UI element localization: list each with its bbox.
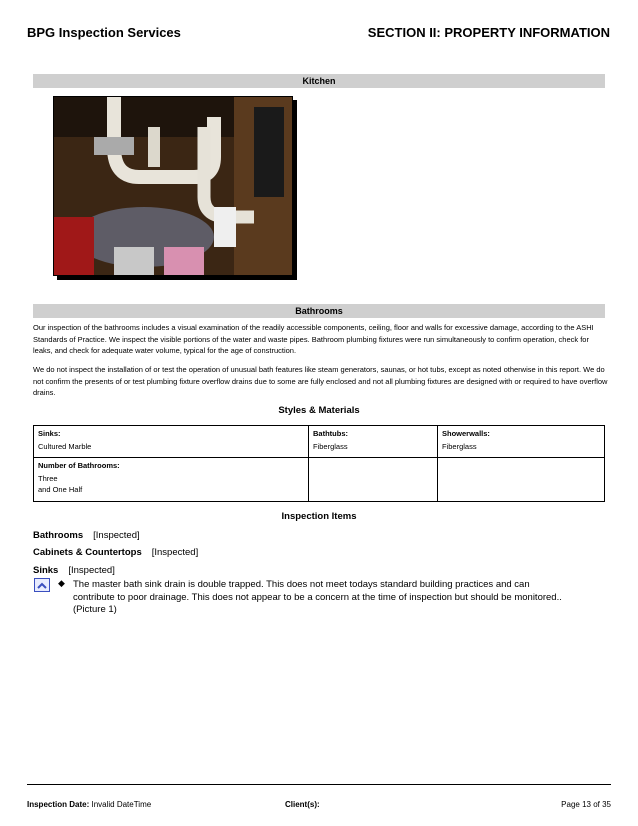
showerwalls-value: Fiberglass	[442, 442, 477, 451]
inspection-item-cabinets	[33, 547, 198, 558]
item-status: [Inspected]	[68, 565, 115, 576]
footer-divider	[27, 784, 611, 785]
inspection-item-bathrooms	[33, 530, 140, 541]
sinks-comment: The master bath sink drain is double trapped. This does not meet todays standard building practices and can contribute to poor drainage. This does not appear to be a concern at the time of inspection but should be monitored..(Picture 1)	[73, 579, 562, 615]
num-bathrooms-cell	[34, 458, 309, 502]
bathrooms-paragraph-2: We do not inspect the installation of or test the operation of unusual bath features like steam generators, saunas, or hot tubs, except as noted otherwise in this report. We do not confirm the presents of or test plumbing fixture overflow drains due to some are fully enclosed and not all plumbing fixtures are designed with or required to have overflow drains.	[33, 365, 608, 397]
kitchen-title: Kitchen	[302, 76, 336, 86]
sinks-value: Cultured Marble	[38, 442, 92, 451]
styles-materials-heading: Styles & Materials	[278, 405, 360, 416]
footer-page-number: Page 13 of 35	[561, 800, 611, 809]
diamond-bullet-icon: ◆	[58, 578, 65, 588]
bathrooms-title: Bathrooms	[295, 306, 343, 316]
bathrooms-section-bar	[33, 304, 605, 318]
company-name: BPG Inspection Services	[27, 25, 181, 40]
inspection-items-heading: Inspection Items	[281, 511, 357, 522]
under-sink-plumbing-image	[54, 97, 292, 275]
date-value: Invalid DateTime	[91, 800, 152, 809]
num-bathrooms-label: Number of Bathrooms:	[38, 461, 120, 470]
item-name: Cabinets & Countertops	[33, 547, 142, 558]
kitchen-section-bar	[33, 74, 605, 88]
empty-cell	[309, 458, 438, 502]
empty-cell	[438, 458, 605, 502]
num-bathrooms-value-1: Three	[38, 474, 58, 483]
footer-clients: Client(s):	[285, 800, 320, 809]
bathtubs-label: Bathtubs:	[313, 429, 348, 438]
chevron-up-icon[interactable]	[34, 578, 50, 592]
item-name: Sinks	[33, 565, 59, 576]
footer-date	[27, 800, 151, 809]
section-title: SECTION II: PROPERTY INFORMATION	[367, 25, 610, 40]
date-label: Inspection Date:	[27, 800, 90, 809]
bathtubs-cell	[309, 426, 438, 458]
showerwalls-cell	[438, 426, 605, 458]
inspection-item-sinks	[33, 565, 115, 576]
item-name: Bathrooms	[33, 530, 84, 541]
styles-materials-table	[33, 425, 605, 502]
bathtubs-value: Fiberglass	[313, 442, 348, 451]
kitchen-photo	[53, 96, 293, 276]
sinks-cell	[34, 426, 309, 458]
sinks-label: Sinks:	[38, 429, 61, 438]
item-status: [Inspected]	[93, 530, 140, 541]
showerwalls-label: Showerwalls:	[442, 429, 490, 438]
bathrooms-paragraph-1: Our inspection of the bathrooms includes a visual examination of the readily accessible components, ceiling, floor and walls for excessive damage, according to the ASHI Standards of Practice. We inspect the visible portions of the water and waste pipes. Bathroom plumbing fixtures were run simultaneously to confirm operation, check for leaks, and check for adequate water volume, typical for the age of construction.	[33, 323, 594, 355]
num-bathrooms-value-2: and One Half	[38, 485, 83, 494]
item-status: [Inspected]	[151, 547, 199, 558]
